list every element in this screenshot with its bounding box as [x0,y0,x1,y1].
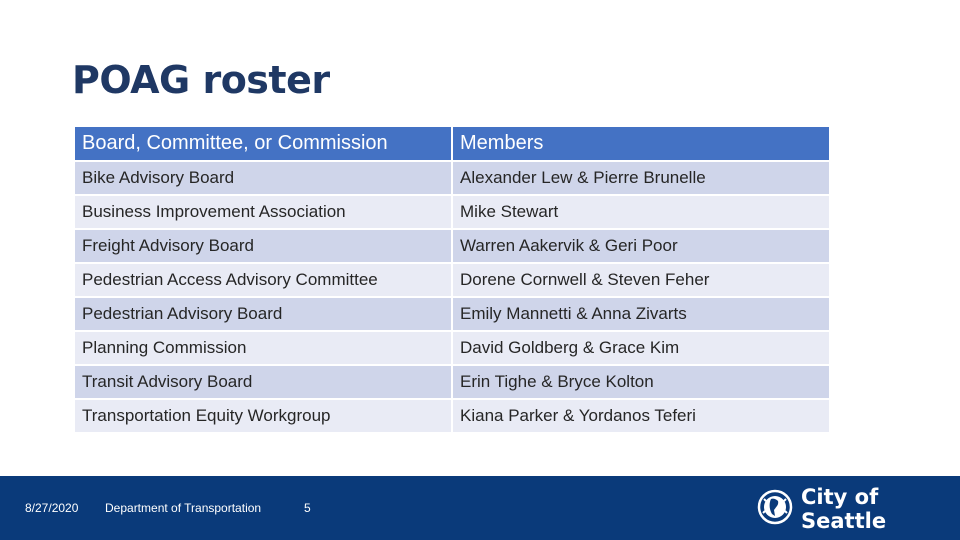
column-header-board: Board, Committee, or Commission [74,126,452,161]
footer-department: Department of Transportation [105,501,262,515]
logo-text: City of Seattle [801,485,887,533]
members-cell: Alexander Lew & Pierre Brunelle [452,161,830,195]
table-row [74,399,830,433]
members-cell: Emily Mannetti & Anna Zivarts [452,297,830,331]
board-cell: Freight Advisory Board [74,229,452,263]
slide-title: POAG roster [72,58,330,102]
board-cell: Transportation Equity Workgroup [74,399,452,433]
column-header-members: Members [452,126,830,161]
city-seal-icon [757,489,793,530]
footer-date: 8/27/2020 [25,501,79,515]
board-cell: Pedestrian Advisory Board [74,297,452,331]
board-cell: Pedestrian Access Advisory Committee [74,263,452,297]
table-header-row [74,126,830,161]
table-row [74,365,830,399]
roster-table [73,125,831,434]
board-cell: Planning Commission [74,331,452,365]
city-of-seattle-logo [757,485,960,533]
members-cell: Warren Aakervik & Geri Poor [452,229,830,263]
table-row [74,297,830,331]
members-cell: Mike Stewart [452,195,830,229]
table-row [74,161,830,195]
table-row [74,331,830,365]
members-cell: Erin Tighe & Bryce Kolton [452,365,830,399]
members-cell: Kiana Parker & Yordanos Teferi [452,399,830,433]
members-cell: Dorene Cornwell & Steven Feher [452,263,830,297]
footer-page-number: 5 [304,501,311,515]
table-row [74,229,830,263]
board-cell: Bike Advisory Board [74,161,452,195]
members-cell: David Goldberg & Grace Kim [452,331,830,365]
table-row [74,263,830,297]
board-cell: Transit Advisory Board [74,365,452,399]
board-cell: Business Improvement Association [74,195,452,229]
table-row [74,195,830,229]
